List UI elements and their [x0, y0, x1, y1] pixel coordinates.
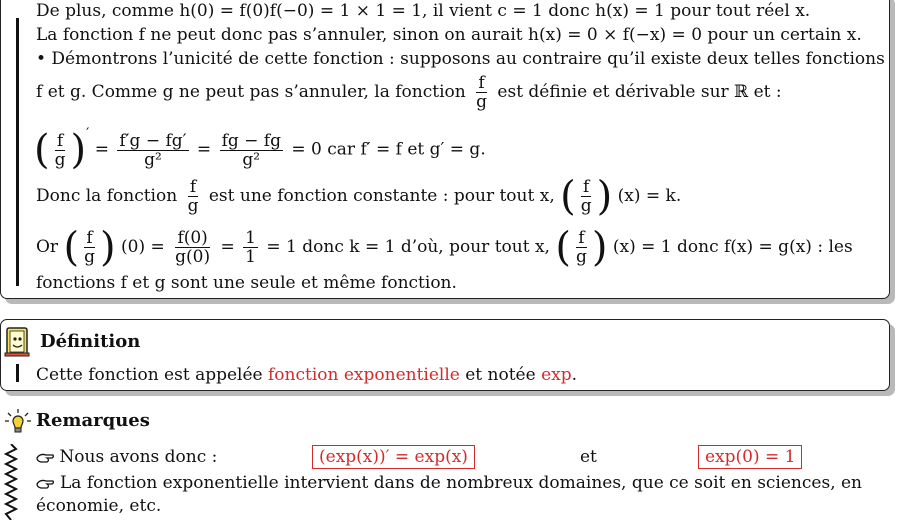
remark-item-2-cont: économie, etc.	[36, 496, 162, 516]
remark-et: et	[580, 447, 597, 467]
definition-title: Définition	[40, 331, 141, 352]
proof-left-bar	[16, 18, 19, 286]
formula-derivative: (exp(x))′ = exp(x)	[312, 446, 475, 468]
fraction-f-over-g: $\frac{f}{g}$	[476, 73, 487, 112]
proof-line-4: f et g. Comme g ne peut pas s’annuler, la fonction $\frac{f}{g}$ est définie et dérivable sur ℝ et :	[36, 73, 782, 112]
proof-line-3-text: • Démontrons l’unicité de cette fonction : supposons au contraire qu’il existe deux telles fonctions	[36, 49, 885, 69]
hand-pointer-icon	[36, 447, 59, 467]
definition-text: Cette fonction est appelée fonction exponentielle et notée exp.	[36, 365, 578, 385]
fraction-derivative: $\frac{f'g - fg'}{\text{g²}}$	[119, 130, 187, 170]
proof-line-8: fonctions f et g sont une seule et même fonction.	[36, 273, 457, 293]
remark-item-1: Nous avons donc :	[36, 446, 882, 468]
remarks-title: Remarques	[36, 410, 150, 431]
definition-left-bar	[16, 364, 19, 382]
fraction-simplified: $\frac{fg - fg}{\text{g²}}$	[221, 130, 281, 170]
book-icon	[4, 326, 32, 358]
zigzag-border-icon	[4, 444, 18, 520]
proof-line-1: De plus, comme h(0) = f(0)f(−0) = 1 × 1 = 1, il vient c = 1 donc h(x) = 1 pour tout réel x.	[36, 1, 811, 21]
definition-term: fonction exponentielle	[268, 365, 460, 385]
proof-line-7: Or ( $\frac{f}{g}$ ) (0) = $\frac{f(0)}{g(0)}$ = $\frac{1}{1}$ = 1 donc k = 1 d’où, pour tout x, ( $\frac{f}{g}$ ) (x) = 1 donc f(x) = g(x) : les	[36, 224, 853, 271]
hand-pointer-icon	[36, 472, 54, 494]
formula-exp0: exp(0) = 1	[698, 446, 802, 468]
lightbulb-icon	[4, 408, 32, 434]
definition-notation: exp	[541, 365, 572, 385]
proof-line-2: La fonction f ne peut donc pas s’annuler, sinon on aurait h(x) = 0 × f(−x) = 0 pour un certain x.	[36, 25, 862, 45]
remark-item-2: La fonction exponentielle intervient dans de nombreux domaines, que ce soit en sciences, en	[36, 472, 892, 494]
derivative-equation: ( $\frac{f}{g}$ )′ = $\frac{f'g - fg'}{\text{g²}}$ = $\frac{fg - fg}{\text{g²}}$ = 0 car f′ = f et g′ = g.	[34, 126, 486, 174]
proof-line-6: Donc la fonction $\frac{f}{g}$ est une fonction constante : pour tout x, ( $\frac{f}{g}$ ) (x) = k.	[36, 173, 682, 220]
